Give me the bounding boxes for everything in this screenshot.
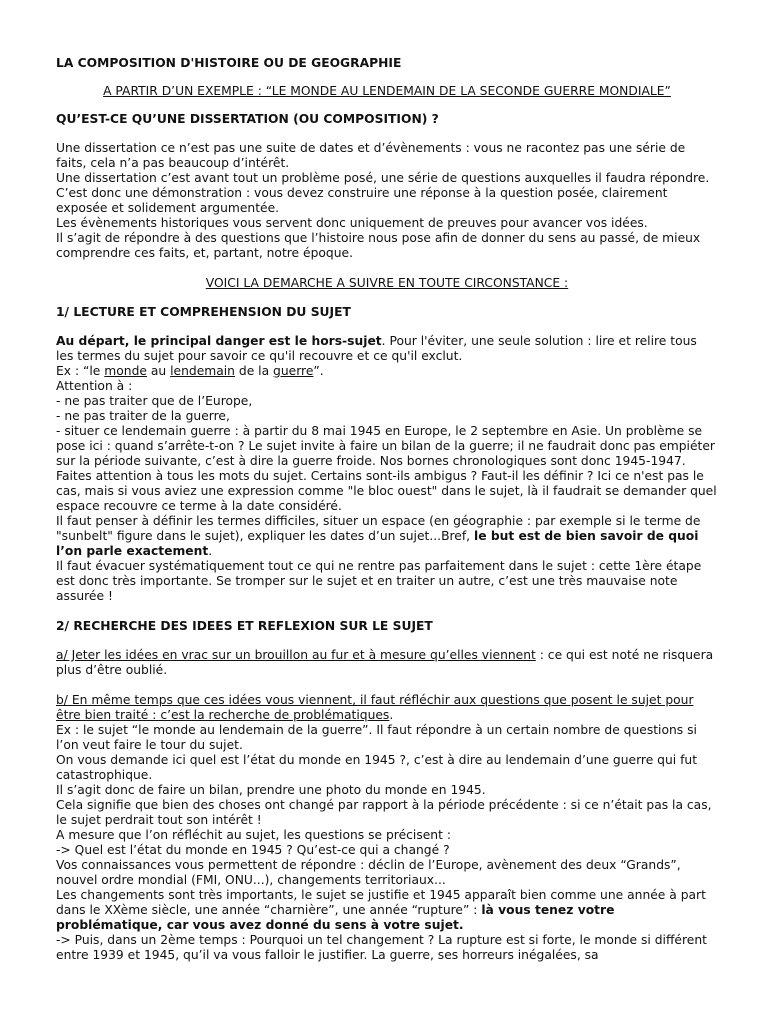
paragraph-example	[56, 364, 718, 379]
underlined-text: b/ En même temps que ces idées vous viennent, il faut réfléchir aux questions que posent le sujet pour être bien traité : c’est la recherche de problématiques	[56, 693, 694, 722]
paragraph-attention: Attention à :	[56, 379, 133, 393]
demarche-heading: VOICI LA DEMARCHE A SUIVRE EN TOUTE CIRCONSTANCE :	[205, 276, 569, 290]
underlined-word: monde	[104, 364, 147, 378]
paragraph: Il s’agit de répondre à des questions que l’histoire nous pose afin de donner du sens au passé, de mieux comprendre ces faits, et, partant, notre époque.	[56, 231, 701, 260]
paragraph-changements	[56, 888, 718, 933]
paragraph: Cela signifie que bien des choses ont changé par rapport à la période précédente : si ce n’était pas la cas, le sujet perdrait tout son intérêt !	[56, 798, 712, 827]
document-title: LA COMPOSITION D'HISTOIRE OU DE GEOGRAPHIE	[56, 56, 402, 70]
paragraph: Ex : le sujet “le monde au lendemain de la guerre”. Il faut répondre à un certain nombre de questions si l’on veut faire le tour du sujet.	[56, 723, 697, 752]
paragraph: Une dissertation ce n’est pas une suite de dates et d’évènements : vous ne racontez pas une série de faits, cela n’a pas beaucoup d’intérêt.	[56, 141, 686, 170]
document-subtitle: A PARTIR D’UN EXEMPLE : “LE MONDE AU LENDEMAIN DE LA SECONDE GUERRE MONDIALE”	[103, 84, 671, 98]
text: : ce qui est noté ne risquera plus d’être oublié.	[56, 648, 714, 677]
paragraph: C’est donc une démonstration : vous devez construire une réponse à la question posée, clairement exposée et solidement argumentée.	[56, 186, 668, 215]
text: Les changements sont très importants, le sujet se justifie et 1945 apparaît bien comme une année à part dans le XXème siècle, une année “charnière”, une année “rupture” :	[56, 888, 706, 917]
paragraph-penser	[56, 514, 718, 559]
text: .	[389, 708, 394, 722]
bold-text: le but est de bien savoir de quoi l’on parle exactement	[56, 529, 699, 558]
text: de la	[234, 364, 274, 378]
list-item: - situer ce lendemain guerre : à partir du 8 mai 1945 en Europe, le 2 septembre en Asie. Un problème se pose ici : quand s’arrête-t-on ? Le sujet invite à faire un bilan de la guerre; il ne faudrait donc pas empiéter sur la période suivante, c’est à dire la guerre froide. Nos bornes chronologiques sont donc 1945-1947.	[56, 424, 715, 468]
paragraph: On vous demande ici quel est l’état du monde en 1945 ?, c’est à dire au lendemain d’une guerre qui fut catastrophique.	[56, 753, 698, 782]
text: ”.	[313, 364, 324, 378]
section-body-recherche	[56, 648, 718, 963]
text: Ex : “le	[56, 364, 105, 378]
section-heading-dissertation: QU’EST-CE QU’UNE DISSERTATION (OU COMPOSITION) ?	[56, 112, 439, 126]
paragraph: Il s’agit donc de faire un bilan, prendre une photo du monde en 1945.	[56, 783, 486, 797]
paragraph: -> Quel est l’état du monde en 1945 ? Qu’est-ce qui a changé ?	[56, 843, 450, 857]
underlined-word: guerre	[273, 364, 314, 378]
paragraph: A mesure que l’on réfléchit au sujet, les questions se précisent :	[56, 828, 451, 842]
text: au	[146, 364, 171, 378]
paragraph: Les évènements historiques vous servent donc uniquement de preuves pour avancer vos idées.	[56, 216, 648, 230]
text: .	[208, 544, 213, 558]
bold-text: Au départ, le principal danger est le hors-sujet	[56, 334, 382, 348]
underlined-word: lendemain	[170, 364, 235, 378]
section-heading-lecture: 1/ LECTURE ET COMPREHENSION DU SUJET	[56, 305, 351, 319]
paragraph: Vos connaissances vous permettent de répondre : déclin de l’Europe, avènement des deux “Grands”, nouvel ordre mondial (FMI, ONU...), changements territoriaux...	[56, 858, 681, 887]
paragraph-last: -> Puis, dans un 2ème temps : Pourquoi un tel changement ? La rupture est si forte, le monde si différent entre 1939 et 1945, qu’il va vous falloir le justifier. La guerre, ses horreurs inégalées, sa	[56, 933, 707, 962]
paragraph-evacuer: Il faut évacuer systématiquement tout ce qui ne rentre pas parfaitement dans le sujet : cette 1ère étape est donc très importante. Se tromper sur le sujet et en traiter un autre, c’est une très mauvaise note assurée !	[56, 559, 702, 603]
text: . Pour l'éviter, une seule solution : lire et relire tous les termes du sujet pour savoir ce qu'il recouvre et ce qu'il exclut.	[56, 334, 697, 363]
list-item: - ne pas traiter de la guerre,	[56, 409, 230, 423]
section-heading-recherche: 2/ RECHERCHE DES IDEES ET REFLEXION SUR LE SUJET	[56, 619, 433, 633]
paragraph: Une dissertation c’est avant tout un problème posé, une série de questions auxquelles il faudra répondre.	[56, 171, 710, 185]
section-body-lecture	[56, 334, 718, 604]
paragraph-a	[56, 648, 718, 678]
paragraph-faites: Faites attention à tous les mots du sujet. Certains sont-ils ambigus ? Faut-il les définir ? Ici ce n'est pas le cas, mais si vous aviez une expression comme "le bloc ouest" dans le sujet, là il faudrait se demander quel espace recouvre ce terme à la date considéré.	[56, 469, 717, 513]
paragraph-b	[56, 693, 718, 723]
text: Il faut penser à définir les termes difficiles, situer un espace (en géographie : par exemple si le terme de "sunbelt" figure dans le sujet), expliquer les dates d’un sujet...Bref,	[56, 514, 701, 543]
section-body-dissertation	[56, 141, 718, 261]
paragraph-hors-sujet	[56, 334, 718, 364]
underlined-text: a/ Jeter les idées en vrac sur un brouillon au fur et à mesure qu’elles viennent	[56, 648, 536, 662]
list-item: - ne pas traiter que de l’Europe,	[56, 394, 253, 408]
bold-text: là vous tenez votre problématique, car vous avez donné du sens à votre sujet.	[56, 903, 615, 932]
